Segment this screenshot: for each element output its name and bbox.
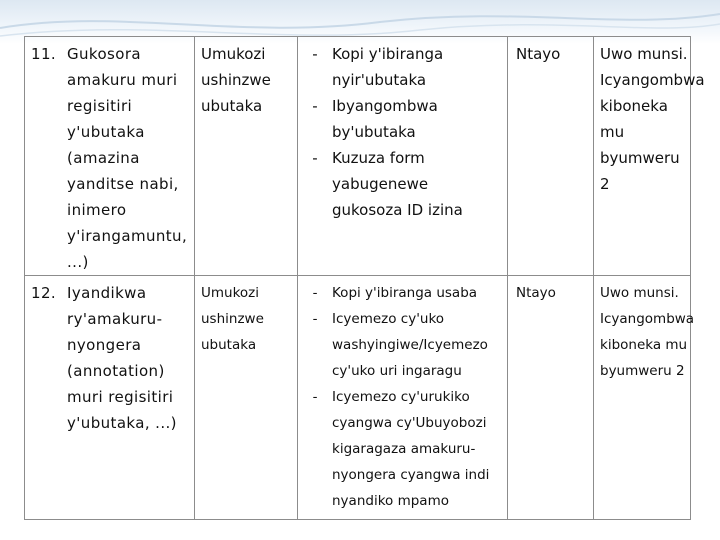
- wave-line-2: [0, 24, 720, 36]
- duration-text: Uwo munsi. Icyangombwa kiboneka mu byumweru 2: [600, 45, 705, 193]
- responsible-cell: [195, 276, 298, 520]
- fee-text: Ntayo: [516, 285, 556, 301]
- service-description: Gukosora amakuru muri regisitiri y'ubutaka (amazina yanditse nabi, inimero y'irangamuntu, ...): [67, 45, 188, 271]
- row-number: 11.: [31, 45, 57, 63]
- requirement-text: Kuzuza form yabugenewe gukosoza ID izina: [332, 149, 463, 219]
- duration-text: Uwo munsi. Icyangombwa kiboneka mu byumweru 2: [600, 285, 695, 379]
- wave-line-1: [0, 14, 720, 28]
- service-description-cell: [25, 276, 195, 520]
- service-description-cell: [25, 37, 195, 276]
- list-dash: -: [312, 311, 318, 327]
- services-table: [24, 36, 705, 520]
- list-item: [298, 145, 503, 223]
- list-dash: -: [312, 97, 318, 115]
- requirements-list: [298, 37, 507, 223]
- list-item: [298, 306, 503, 384]
- list-dash: -: [312, 149, 318, 167]
- responsible-text: Umukozi ushinzwe ubutaka: [201, 45, 271, 115]
- list-item: [298, 41, 503, 93]
- fee-cell: [508, 37, 594, 276]
- requirements-cell: [298, 37, 508, 276]
- requirements-cell: [298, 276, 508, 520]
- duration-cell: [594, 276, 695, 520]
- requirements-list: [298, 276, 507, 514]
- table-row: [25, 276, 691, 520]
- list-item: [298, 93, 503, 145]
- row-number: 12.: [31, 284, 57, 302]
- fee-text: Ntayo: [516, 45, 561, 63]
- service-description: Iyandikwa ry'amakuru-nyongera (annotation) muri regisitiri y'ubutaka, ...): [67, 284, 177, 432]
- requirement-text: Kopi y'ibiranga nyir'ubutaka: [332, 45, 444, 89]
- list-item: [298, 280, 503, 306]
- responsible-text: Umukozi ushinzwe ubutaka: [201, 285, 264, 353]
- list-dash: -: [312, 45, 318, 63]
- requirement-text: Ibyangombwa by'ubutaka: [332, 97, 438, 141]
- requirement-text: Kopi y'ibiranga usaba: [332, 285, 478, 301]
- list-item: [298, 384, 503, 514]
- requirement-text: Icyemezo cy'uko washyingiwe/Icyemezo cy'uko uri ingaragu: [332, 311, 488, 379]
- table-row: [25, 37, 691, 276]
- duration-cell: [594, 37, 705, 276]
- list-dash: -: [312, 285, 318, 301]
- list-dash: -: [312, 389, 318, 405]
- requirement-text: Icyemezo cy'urukiko cyangwa cy'Ubuyobozi kigaragaza amakuru-nyongera cyangwa indi nyandiko mpamo: [332, 389, 490, 509]
- responsible-cell: [195, 37, 298, 276]
- fee-cell: [508, 276, 594, 520]
